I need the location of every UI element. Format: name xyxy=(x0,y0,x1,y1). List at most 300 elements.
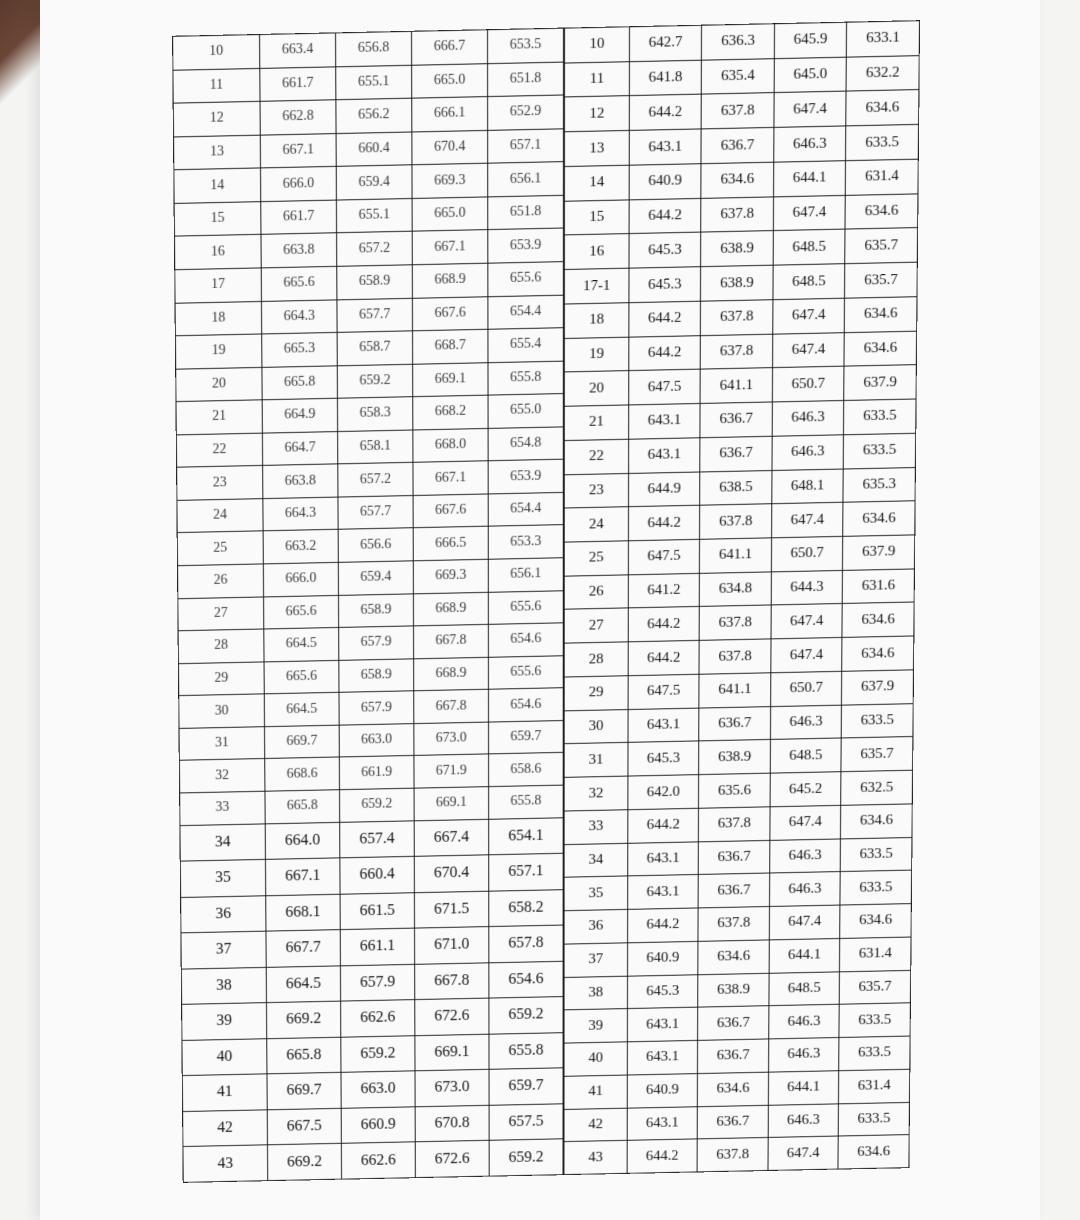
right-value-cell: 641.1 xyxy=(700,538,772,573)
left-value-cell: 651.8 xyxy=(488,62,564,97)
right-value-cell: 644.2 xyxy=(628,607,700,642)
right-row-index-cell: 17-1 xyxy=(564,268,629,304)
right-value-cell: 632.5 xyxy=(841,770,912,805)
right-row-index-cell: 24 xyxy=(564,507,628,542)
right-value-cell: 646.3 xyxy=(774,126,847,162)
left-value-cell: 664.9 xyxy=(262,398,337,432)
right-value-cell: 638.9 xyxy=(699,740,770,775)
right-value-cell: 644.2 xyxy=(628,641,699,676)
right-row-index-cell: 28 xyxy=(564,642,628,677)
left-value-cell: 667.4 xyxy=(414,819,489,857)
right-row-index-cell: 32 xyxy=(564,776,628,811)
left-value-cell: 658.9 xyxy=(338,593,413,627)
right-row-index-cell: 13 xyxy=(564,131,629,167)
left-value-cell: 666.1 xyxy=(412,97,488,132)
left-value-cell: 661.7 xyxy=(261,200,337,235)
right-row-index-cell: 27 xyxy=(564,608,628,643)
left-value-cell: 663.8 xyxy=(263,464,338,498)
right-value-cell: 636.7 xyxy=(698,1105,769,1139)
left-value-cell: 669.2 xyxy=(267,1143,341,1180)
right-row-index-cell: 10 xyxy=(564,27,629,63)
left-row-index-cell: 43 xyxy=(183,1145,268,1182)
right-row-index-cell: 15 xyxy=(564,200,629,236)
left-value-cell: 657.1 xyxy=(489,853,563,890)
left-value-cell: 663.2 xyxy=(263,530,338,564)
right-value-cell: 647.4 xyxy=(771,604,843,639)
right-value-cell: 644.3 xyxy=(771,570,843,605)
right-row-index-cell: 19 xyxy=(564,337,628,372)
left-row-index-cell: 14 xyxy=(174,168,261,203)
right-value-cell: 646.3 xyxy=(768,1038,839,1072)
right-row-index-cell: 42 xyxy=(564,1108,627,1142)
right-row-index-cell: 36 xyxy=(564,909,627,943)
right-row-index-cell: 40 xyxy=(564,1042,627,1076)
left-row-index-cell: 19 xyxy=(175,334,262,369)
left-value-cell: 665.6 xyxy=(264,660,339,694)
left-table-block xyxy=(172,28,564,1183)
right-value-cell: 636.7 xyxy=(700,436,772,471)
left-value-cell: 665.3 xyxy=(262,332,338,367)
right-value-cell: 631.4 xyxy=(839,1069,910,1103)
right-row-index-cell: 34 xyxy=(564,843,628,878)
right-row-index-cell: 41 xyxy=(564,1075,627,1109)
left-value-cell: 671.9 xyxy=(414,754,489,788)
left-row-index-cell: 36 xyxy=(181,895,266,933)
left-value-cell: 654.4 xyxy=(488,492,563,526)
left-row-index-cell: 29 xyxy=(178,662,264,696)
right-value-cell: 633.5 xyxy=(839,1003,910,1037)
right-value-cell: 644.2 xyxy=(628,505,700,540)
right-value-cell: 644.2 xyxy=(629,301,701,337)
right-value-cell: 647.4 xyxy=(772,503,844,538)
right-value-cell: 647.4 xyxy=(768,1136,839,1170)
left-value-cell: 658.9 xyxy=(339,659,414,693)
right-value-cell: 634.6 xyxy=(844,331,916,367)
right-value-cell: 644.2 xyxy=(629,335,701,371)
right-value-cell: 633.5 xyxy=(846,125,919,161)
left-value-cell: 655.1 xyxy=(336,198,412,233)
right-row-index-cell: 18 xyxy=(564,303,628,339)
right-value-cell: 645.9 xyxy=(774,22,847,58)
right-value-cell: 648.5 xyxy=(773,264,845,300)
right-value-cell: 637.9 xyxy=(843,535,915,570)
left-value-cell: 666.0 xyxy=(261,167,337,202)
right-value-cell: 645.3 xyxy=(628,741,699,776)
left-value-cell: 667.1 xyxy=(260,133,336,168)
left-value-cell: 669.3 xyxy=(413,559,488,593)
right-value-cell: 637.8 xyxy=(699,639,771,674)
left-value-cell: 670.4 xyxy=(414,855,488,892)
right-value-cell: 635.7 xyxy=(845,262,917,298)
left-row-index-cell: 16 xyxy=(174,235,261,270)
right-value-cell: 646.3 xyxy=(770,839,841,874)
right-value-cell: 646.3 xyxy=(772,401,844,437)
left-value-cell: 660.4 xyxy=(336,132,412,167)
left-value-cell: 655.8 xyxy=(489,1032,563,1069)
left-value-cell: 657.9 xyxy=(339,626,414,660)
right-value-cell: 637.8 xyxy=(700,504,772,539)
right-row-index-cell: 14 xyxy=(564,165,629,201)
left-value-cell: 672.6 xyxy=(415,1140,489,1177)
left-value-cell: 653.3 xyxy=(488,525,563,559)
right-value-cell: 634.6 xyxy=(843,501,915,536)
left-row-index-cell: 32 xyxy=(179,759,265,793)
right-value-cell: 644.1 xyxy=(768,1070,839,1104)
right-value-cell: 647.4 xyxy=(772,332,844,368)
left-row-index-cell: 22 xyxy=(176,433,262,468)
right-row-index-cell: 20 xyxy=(564,371,628,406)
right-value-cell: 648.5 xyxy=(770,738,841,773)
right-row-index-cell: 26 xyxy=(564,575,628,610)
left-value-cell: 668.0 xyxy=(413,428,488,462)
left-value-cell: 668.9 xyxy=(413,592,488,626)
right-table-row xyxy=(564,1135,909,1175)
left-value-cell: 652.9 xyxy=(488,95,564,130)
left-value-cell: 654.6 xyxy=(489,961,563,998)
left-value-cell: 655.0 xyxy=(488,394,563,428)
left-row-index-cell: 15 xyxy=(174,201,261,236)
right-value-cell: 647.4 xyxy=(774,92,847,128)
right-value-cell: 644.2 xyxy=(627,1139,698,1173)
right-value-cell: 634.6 xyxy=(840,904,911,939)
right-value-cell: 645.3 xyxy=(627,974,698,1009)
right-row-index-cell: 21 xyxy=(564,405,628,440)
left-row-index-cell: 20 xyxy=(176,367,262,402)
right-value-cell: 645.3 xyxy=(629,267,701,303)
left-value-cell: 668.6 xyxy=(265,757,340,791)
left-value-cell: 669.1 xyxy=(414,787,489,821)
left-value-cell: 667.7 xyxy=(266,930,340,967)
right-value-cell: 635.3 xyxy=(843,467,915,502)
right-value-cell: 632.2 xyxy=(846,55,919,91)
left-value-cell: 657.7 xyxy=(338,495,413,529)
right-value-cell: 646.3 xyxy=(772,435,844,470)
right-value-cell: 648.1 xyxy=(772,469,844,504)
left-value-cell: 659.7 xyxy=(488,720,563,754)
left-row-index-cell: 30 xyxy=(179,694,265,728)
left-row-index-cell: 21 xyxy=(176,400,262,435)
right-value-cell: 643.1 xyxy=(629,404,701,440)
right-value-cell: 633.5 xyxy=(842,703,914,738)
left-value-cell: 664.5 xyxy=(264,693,339,727)
right-row-index-cell: 25 xyxy=(564,541,628,576)
left-value-cell: 661.1 xyxy=(340,928,414,965)
left-row-index-cell: 35 xyxy=(180,859,265,897)
right-value-cell: 637.9 xyxy=(842,670,914,705)
right-value-cell: 633.1 xyxy=(847,21,920,57)
left-row-index-cell: 38 xyxy=(181,967,266,1004)
left-value-cell: 655.1 xyxy=(336,65,412,100)
right-value-cell: 636.7 xyxy=(700,402,772,438)
right-value-cell: 638.9 xyxy=(698,973,769,1008)
right-value-cell: 635.7 xyxy=(845,228,917,264)
left-value-cell: 669.1 xyxy=(415,1034,489,1071)
left-value-cell: 663.0 xyxy=(339,723,414,757)
left-row-index-cell: 25 xyxy=(177,531,263,565)
left-value-cell: 668.1 xyxy=(266,894,341,931)
left-table-row xyxy=(183,1139,563,1182)
right-table-block xyxy=(563,20,920,1175)
right-row-index-cell: 11 xyxy=(564,61,629,97)
left-value-cell: 659.2 xyxy=(489,997,563,1034)
left-value-cell: 655.8 xyxy=(488,361,563,396)
right-value-cell: 647.5 xyxy=(629,369,701,405)
right-value-cell: 648.5 xyxy=(773,229,845,265)
left-value-cell: 664.3 xyxy=(261,299,337,334)
left-value-cell: 662.8 xyxy=(260,100,336,135)
right-value-cell: 643.1 xyxy=(628,875,699,910)
right-value-cell: 631.6 xyxy=(843,569,915,604)
left-row-index-cell: 37 xyxy=(181,931,266,969)
left-value-cell: 667.8 xyxy=(415,962,489,999)
left-value-cell: 659.7 xyxy=(489,1068,563,1105)
right-value-cell: 634.6 xyxy=(698,940,769,975)
right-value-cell: 645.2 xyxy=(770,772,841,807)
right-row-index-cell: 16 xyxy=(564,234,629,270)
right-value-cell: 650.7 xyxy=(772,366,844,402)
right-value-cell: 634.6 xyxy=(838,1135,909,1169)
left-value-cell: 659.4 xyxy=(338,561,413,595)
left-value-cell: 663.8 xyxy=(261,233,337,268)
left-value-cell: 669.1 xyxy=(413,362,488,397)
left-value-cell: 660.4 xyxy=(340,856,415,893)
left-row-index-cell: 27 xyxy=(178,597,264,631)
left-value-cell: 657.8 xyxy=(489,925,563,962)
right-value-cell: 640.9 xyxy=(629,164,701,200)
left-value-cell: 673.0 xyxy=(415,1069,489,1106)
right-value-cell: 644.2 xyxy=(629,198,701,234)
left-value-cell: 662.6 xyxy=(341,1142,415,1179)
left-value-cell: 655.6 xyxy=(488,590,563,624)
left-value-cell: 661.7 xyxy=(260,66,336,101)
left-value-cell: 655.6 xyxy=(488,262,564,297)
left-value-cell: 667.1 xyxy=(413,461,488,495)
left-value-cell: 664.5 xyxy=(266,965,340,1002)
left-value-cell: 654.4 xyxy=(488,295,564,330)
data-table xyxy=(172,20,920,1183)
right-value-cell: 643.1 xyxy=(627,1106,698,1140)
left-value-cell: 666.7 xyxy=(411,30,487,65)
right-value-cell: 650.7 xyxy=(771,536,843,571)
left-value-cell: 666.0 xyxy=(263,562,338,596)
right-row-index-cell: 43 xyxy=(564,1141,627,1175)
left-value-cell: 656.1 xyxy=(488,558,563,592)
left-value-cell: 667.5 xyxy=(267,1108,341,1145)
right-row-index-cell: 35 xyxy=(564,876,628,911)
left-value-cell: 654.6 xyxy=(488,623,563,657)
left-value-cell: 657.9 xyxy=(339,691,414,725)
left-row-index-cell: 28 xyxy=(178,629,264,663)
left-value-cell: 664.0 xyxy=(265,822,340,860)
right-value-cell: 641.1 xyxy=(699,673,770,708)
left-value-cell: 657.4 xyxy=(340,820,415,858)
right-value-cell: 631.4 xyxy=(840,937,911,972)
left-value-cell: 656.2 xyxy=(336,98,412,133)
right-value-cell: 643.1 xyxy=(629,129,701,165)
left-value-cell: 669.3 xyxy=(412,163,488,198)
left-value-cell: 658.1 xyxy=(338,430,413,464)
right-row-index-cell: 33 xyxy=(564,810,628,845)
right-value-cell: 643.1 xyxy=(628,708,699,743)
right-value-cell: 641.8 xyxy=(629,60,702,96)
right-value-cell: 638.9 xyxy=(701,265,773,301)
right-value-cell: 633.5 xyxy=(839,1036,910,1070)
right-row-index-cell: 37 xyxy=(564,943,627,977)
right-row-index-cell: 39 xyxy=(564,1009,627,1043)
right-value-cell: 631.4 xyxy=(846,159,919,195)
left-value-cell: 663.4 xyxy=(260,33,336,68)
right-value-cell: 635.6 xyxy=(699,773,770,808)
left-value-cell: 666.5 xyxy=(413,527,488,561)
left-value-cell: 658.2 xyxy=(489,889,563,926)
left-value-cell: 662.6 xyxy=(341,1000,415,1037)
right-value-cell: 636.7 xyxy=(699,706,770,741)
right-value-cell: 637.8 xyxy=(701,334,773,370)
right-value-cell: 636.7 xyxy=(699,840,770,875)
left-value-cell: 667.8 xyxy=(414,689,489,723)
left-value-cell: 655.8 xyxy=(489,785,564,819)
right-value-cell: 640.9 xyxy=(627,1073,698,1107)
left-value-cell: 665.6 xyxy=(261,266,337,301)
left-value-cell: 671.5 xyxy=(414,891,488,928)
left-value-cell: 661.5 xyxy=(340,892,414,929)
right-value-cell: 634.6 xyxy=(842,602,914,637)
left-row-index-cell: 40 xyxy=(182,1038,267,1075)
right-value-cell: 638.9 xyxy=(701,231,773,267)
left-value-cell: 656.1 xyxy=(488,162,564,197)
left-value-cell: 665.8 xyxy=(267,1037,341,1074)
right-value-cell: 640.9 xyxy=(627,941,698,976)
right-value-cell: 642.7 xyxy=(629,25,702,61)
left-value-cell: 653.9 xyxy=(488,459,563,493)
right-value-cell: 636.7 xyxy=(698,873,769,908)
left-value-cell: 657.1 xyxy=(488,129,564,164)
right-value-cell: 637.8 xyxy=(702,93,775,129)
right-value-cell: 637.8 xyxy=(697,1138,768,1172)
right-value-cell: 647.4 xyxy=(771,638,843,673)
left-value-cell: 656.6 xyxy=(338,528,413,562)
right-value-cell: 635.7 xyxy=(840,970,911,1005)
right-table xyxy=(563,20,920,1175)
right-value-cell: 647.4 xyxy=(770,805,841,840)
right-value-cell: 637.8 xyxy=(699,807,770,842)
right-row-index-cell: 38 xyxy=(564,976,627,1010)
left-value-cell: 668.7 xyxy=(413,329,488,364)
right-value-cell: 633.5 xyxy=(844,433,916,468)
right-value-cell: 646.3 xyxy=(768,1103,839,1137)
left-value-cell: 667.8 xyxy=(413,624,488,658)
left-value-cell: 657.2 xyxy=(337,232,413,267)
left-value-cell: 657.9 xyxy=(340,964,414,1001)
right-value-cell: 645.3 xyxy=(629,232,701,268)
left-value-cell: 653.9 xyxy=(488,228,564,263)
right-value-cell: 644.1 xyxy=(773,161,845,197)
right-value-cell: 633.5 xyxy=(840,870,911,905)
right-value-cell: 636.7 xyxy=(698,1006,769,1040)
right-value-cell: 644.9 xyxy=(628,472,700,507)
right-value-cell: 634.6 xyxy=(845,194,918,230)
left-value-cell: 657.2 xyxy=(338,463,413,497)
left-value-cell: 669.7 xyxy=(265,725,340,759)
right-value-cell: 638.5 xyxy=(700,470,772,505)
left-value-cell: 669.2 xyxy=(266,1001,340,1038)
right-value-cell: 646.3 xyxy=(770,705,841,740)
left-value-cell: 657.7 xyxy=(337,298,413,333)
left-value-cell: 658.9 xyxy=(337,265,413,300)
right-value-cell: 637.8 xyxy=(701,197,773,233)
right-value-cell: 635.4 xyxy=(702,58,775,94)
right-value-cell: 647.4 xyxy=(773,195,845,231)
left-value-cell: 656.8 xyxy=(336,31,412,66)
left-value-cell: 657.5 xyxy=(489,1103,563,1140)
left-value-cell: 660.9 xyxy=(341,1106,415,1143)
right-row-index-cell: 29 xyxy=(564,676,628,711)
right-value-cell: 647.4 xyxy=(773,298,845,334)
left-row-index-cell: 42 xyxy=(183,1109,268,1146)
right-value-cell: 644.2 xyxy=(627,908,698,943)
right-value-cell: 644.2 xyxy=(628,808,699,843)
left-value-cell: 664.3 xyxy=(263,497,338,531)
right-value-cell: 634.6 xyxy=(842,636,914,671)
left-value-cell: 654.8 xyxy=(488,427,563,461)
right-value-cell: 646.3 xyxy=(769,1005,840,1039)
right-value-cell: 636.7 xyxy=(701,128,773,164)
right-value-cell: 637.9 xyxy=(844,365,916,401)
left-value-cell: 668.9 xyxy=(412,263,488,298)
right-value-cell: 645.0 xyxy=(774,57,847,93)
left-value-cell: 669.7 xyxy=(267,1072,341,1109)
right-value-cell: 637.8 xyxy=(701,300,773,336)
left-value-cell: 664.7 xyxy=(262,431,337,465)
right-value-cell: 634.6 xyxy=(846,90,919,126)
left-row-index-cell: 17 xyxy=(175,268,262,303)
left-value-cell: 671.0 xyxy=(415,927,489,964)
left-value-cell: 668.9 xyxy=(414,657,489,691)
right-value-cell: 647.5 xyxy=(628,674,699,709)
right-value-cell: 643.1 xyxy=(627,1040,698,1074)
right-value-cell: 647.4 xyxy=(769,905,840,940)
right-row-index-cell: 30 xyxy=(564,709,628,744)
right-value-cell: 633.5 xyxy=(841,837,912,872)
left-row-index-cell: 34 xyxy=(180,823,266,861)
left-value-cell: 667.1 xyxy=(265,858,340,895)
right-row-index-cell: 22 xyxy=(564,439,628,474)
left-value-cell: 659.4 xyxy=(336,165,412,200)
right-value-cell: 643.1 xyxy=(628,438,700,473)
left-row-index-cell: 33 xyxy=(180,791,266,825)
left-value-cell: 670.8 xyxy=(415,1105,489,1142)
left-row-index-cell: 26 xyxy=(178,564,264,598)
left-value-cell: 658.6 xyxy=(489,753,564,787)
right-value-cell: 641.1 xyxy=(700,368,772,404)
left-row-index-cell: 39 xyxy=(182,1003,267,1040)
right-value-cell: 644.2 xyxy=(629,95,701,131)
right-value-cell: 634.6 xyxy=(698,1072,769,1106)
right-value-cell: 634.8 xyxy=(700,572,772,607)
right-value-cell: 641.2 xyxy=(628,573,700,608)
left-value-cell: 664.5 xyxy=(264,628,339,662)
left-row-index-cell: 24 xyxy=(177,498,263,533)
left-value-cell: 659.2 xyxy=(339,788,414,822)
right-row-index-cell: 23 xyxy=(564,473,628,508)
left-row-index-cell: 31 xyxy=(179,726,265,760)
right-value-cell: 636.3 xyxy=(702,24,775,60)
left-value-cell: 665.0 xyxy=(412,197,488,232)
left-value-cell: 658.3 xyxy=(337,397,412,431)
left-value-cell: 665.0 xyxy=(412,63,488,98)
left-value-cell: 670.4 xyxy=(412,130,488,165)
left-row-index-cell: 13 xyxy=(174,135,261,170)
